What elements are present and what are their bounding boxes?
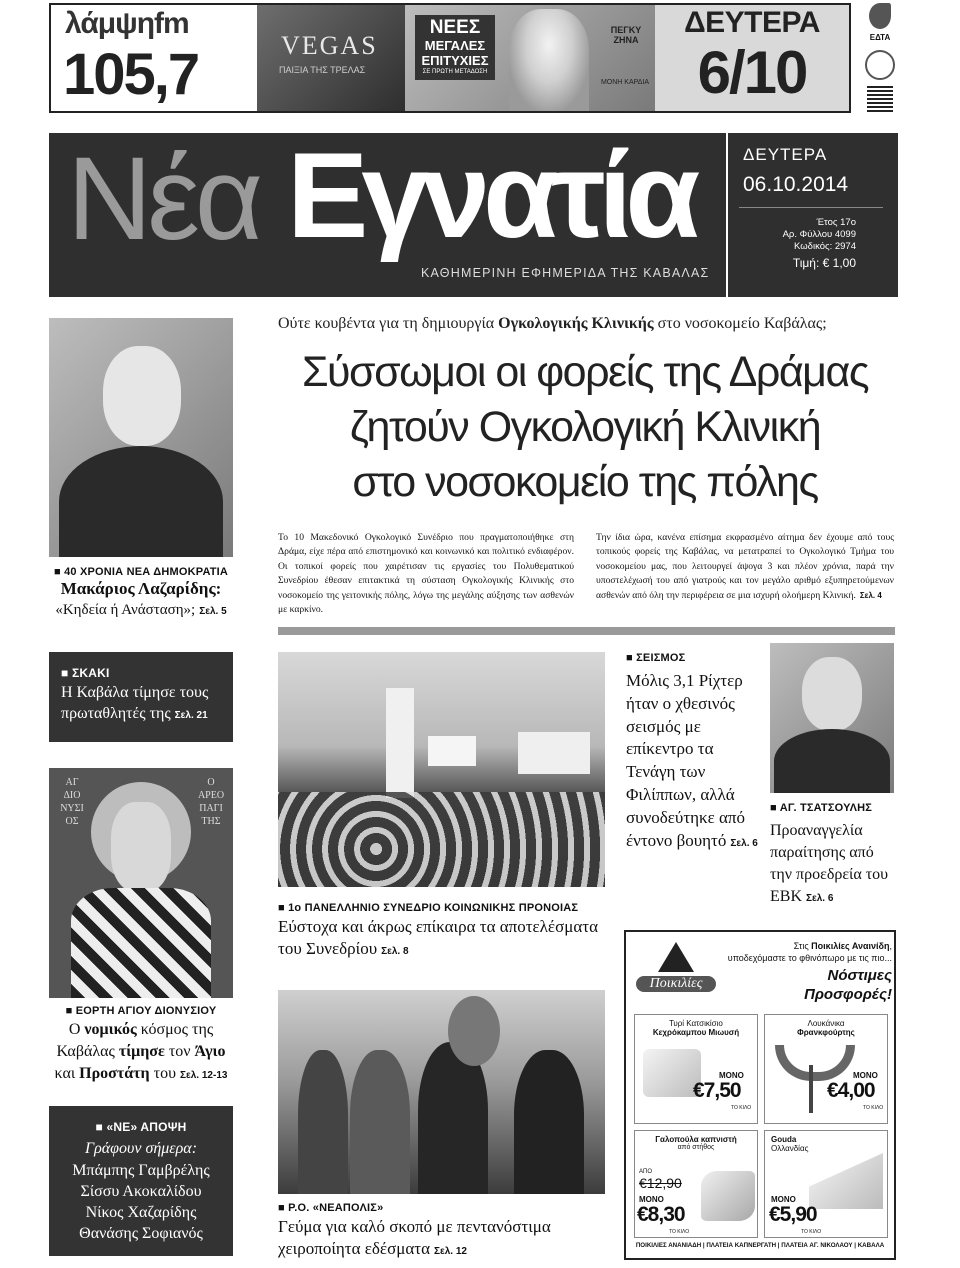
dio-t2: νομικός	[84, 1021, 137, 1038]
dionysios-page: Σελ. 12-13	[180, 1070, 228, 1081]
product-4-mono: ΜΟΝΟ	[771, 1195, 796, 1204]
lead-kicker	[278, 315, 908, 333]
dio-t9: του	[149, 1065, 176, 1082]
product-4-name: Gouda	[771, 1135, 797, 1144]
product-3-name: Γαλοπούλα καπνιστή	[655, 1135, 737, 1144]
promo-photo	[405, 5, 655, 111]
portrait-head	[103, 346, 181, 446]
person-5	[514, 1050, 584, 1194]
tsatsoulis-text: Προαναγγελία παραίτησης από την προεδρεία του ΕΒΚ	[770, 822, 889, 905]
tsatsoulis-page: Σελ. 6	[806, 893, 834, 904]
promo-sub: ΣΕ ΠΡΩΤΗ ΜΕΤΑΔΟΣΗ	[422, 69, 488, 75]
lead-page-ref: Σελ. 4	[859, 590, 882, 600]
lead-column-2-text: Την ίδια ώρα, κανένα επίσημα εκφρασμένο αίτημα δεν έχουμε από τους τοπικούς φορείς της Καβάλας, να μετατραπεί το Ογκολογικό Τμήμα του νοσοκομείου μας, που λειτουργεί άψογα 3 και πλέον χρόνια, παρά την υποστελέχωσή του από γιατρούς και τον μεγάλο αριθμό εξυπηρετούμενων ασθενών από όλη την περιφέρεια σε μια ισχυρή ολοήμερη Κλινική.	[596, 532, 894, 601]
tsatsoulis-text-wrap	[770, 820, 894, 910]
person-4	[448, 996, 500, 1066]
icon-text-left	[55, 776, 89, 828]
singer-silhouette	[509, 9, 589, 111]
product-1-price: €7,50	[693, 1079, 741, 1102]
masthead	[49, 127, 898, 297]
product-1-unit: ΤΟ ΚΙΛΟ	[731, 1105, 752, 1111]
masthead-title-bold: Εγνατία	[287, 127, 694, 263]
chess-text-wrap	[61, 682, 221, 726]
saint-face	[111, 802, 171, 892]
portrait-suit	[59, 446, 223, 557]
product-1-mono: ΜΟΝΟ	[719, 1071, 744, 1080]
masthead-day: ΔΕΥΤΕΡΑ	[743, 145, 828, 164]
product-1-name2: Κεχρόκαμπου Μιωυσή	[652, 1028, 740, 1037]
chess-box[interactable]	[49, 652, 233, 742]
ad-line-2: υποδεχόμαστε το φθινόπωρο με τις πιο...	[727, 953, 892, 963]
opinion-writer-2: Σίσσυ Ακοκαλίδου	[80, 1183, 202, 1200]
lazaridis-page: Σελ. 5	[199, 606, 227, 617]
masthead-date: 06.10.2014	[743, 173, 849, 196]
dionysios-story[interactable]	[49, 1005, 233, 1087]
tsatsoulis-kicker: ■ ΑΓ. ΤΣΑΤΣΟΥΛΗΣ	[770, 802, 894, 814]
ad-slogan-1: Νόστιμες	[827, 967, 892, 984]
deli-advertisement[interactable]	[624, 930, 896, 1260]
neapolis-photo[interactable]	[278, 990, 605, 1194]
projection-screen-2	[518, 732, 590, 774]
side-logo-label: ΕΔΤΑ	[869, 33, 891, 42]
top-banner[interactable]	[49, 3, 851, 113]
product-3-name2: από στήθος	[677, 1144, 715, 1151]
product-3-old-price: €12,90	[639, 1175, 682, 1191]
product-2-name2: Φρανκφούρτης	[797, 1028, 855, 1037]
lead-headline[interactable]	[260, 345, 910, 510]
opinion-writer-1: Μπάμπης Γαμβρέλης	[72, 1162, 210, 1179]
chairs-rows	[278, 792, 605, 887]
saint-icon-image[interactable]	[49, 768, 233, 998]
dio-t7: και	[54, 1065, 80, 1082]
bird-icon	[869, 3, 891, 29]
lazaridis-title: Μακάριος Λαζαρίδης:	[60, 579, 222, 598]
gouda-image	[809, 1153, 883, 1209]
dio-t1: Ο	[68, 1021, 85, 1038]
opinion-writer-3: Νίκος Χαζαρίδης	[85, 1204, 197, 1221]
ad-brand: Ποικιλίες	[636, 976, 716, 992]
issue-line: Αρ. Φύλλου 4099	[782, 229, 856, 240]
congress-text-wrap	[278, 916, 608, 963]
masthead-info	[729, 217, 856, 271]
promo-line-3: ΕΠΙΤΥΧΙΕΣ	[421, 53, 489, 68]
dionysios-text	[49, 1019, 233, 1087]
product-3-unit: ΤΟ ΚΙΛΟ	[669, 1229, 690, 1235]
neapolis-story[interactable]	[278, 1202, 608, 1263]
person-1	[298, 1050, 348, 1194]
masthead-rule	[739, 207, 883, 208]
barcode-icon	[867, 86, 893, 112]
icon-left-2: ΔΙΟ	[63, 790, 81, 801]
singer-name: ΠΕΓΚΥ ΖΗΝΑ	[610, 25, 642, 45]
saint-robe	[71, 888, 211, 998]
tsatsoulis-story[interactable]	[770, 802, 894, 910]
sausage-image	[775, 1045, 855, 1081]
turkey-image	[701, 1171, 755, 1221]
vegas-title: VEGAS	[281, 31, 378, 60]
tsatsoulis-photo[interactable]	[770, 643, 894, 793]
promo-tag	[415, 15, 495, 80]
ad-line1-pre: Στις	[793, 941, 812, 951]
product-card-4[interactable]	[764, 1130, 888, 1238]
icon-left-3: ΝΥΣΙ	[60, 803, 84, 814]
column-pillar	[386, 688, 414, 798]
ad-line-1	[722, 940, 892, 952]
dio-t8: Προστάτη	[79, 1065, 150, 1082]
lead-headline-line-2: ζητούν Ογκολογική Κλινική	[349, 403, 821, 451]
lead-kicker-pre: Ούτε κουβέντα για τη δημιουργία	[278, 315, 499, 332]
lazaridis-sub-wrap	[49, 600, 233, 622]
neapolis-page: Σελ. 12	[434, 1246, 467, 1257]
product-4-name2: Ολλανδίας	[771, 1144, 809, 1153]
projection-screen	[428, 736, 476, 766]
ad-logo	[636, 942, 716, 1002]
promo-line-1: ΝΕΕΣ	[429, 17, 481, 38]
product-3-mono: ΜΟΝΟ	[639, 1195, 664, 1204]
product-3-apo: ΑΠΟ	[639, 1169, 653, 1175]
opinion-writer-4: Θανάσης Σοφιανός	[79, 1225, 203, 1242]
banner-date: 6/10	[697, 39, 807, 106]
lead-column-1: Το 10 Μακεδονικό Ογκολογικό Συνέδριο που πραγματοποιήθηκε στη Δράμα, είχε πέρα από επιστημονικό και κοινωνικό και πολιτικό ενδιαφέρον. Οι τοπικοί φορείς που χαιρέτισαν τις εργασίες του Πολυθεματικού Συνεδρίου έθεσαν επιτακτικά τη σύσταση Ογκολογικής Κλινικής στο νοσοκομείο της γειτονικής πόλης, λόγω της μεγάλης αύξησης των ασθενών με καρκίνο.	[278, 532, 574, 616]
ad-footer: ΠΟΙΚΙΛΙΕΣ ΑΝΑΝΙΑΔΗ | ΠΛΑΤΕΙΑ ΚΑΠΝΕΡΓΑΤΗ | ΠΛΑΤΕΙΑ ΑΓ. ΝΙΚΟΛΑΟΥ | ΚΑΒΑΛΑ	[635, 1242, 885, 1249]
chess-kicker: ■ ΣΚΑΚΙ	[61, 666, 221, 680]
person-2	[350, 1050, 410, 1194]
quake-story[interactable]	[626, 652, 761, 855]
product-card-3[interactable]	[634, 1130, 758, 1238]
product-4-price: €5,90	[769, 1203, 817, 1226]
product-card-2[interactable]	[764, 1014, 888, 1124]
lead-headline-line-3: στο νοσοκομείο της πόλης	[352, 458, 818, 506]
quake-page: Σελ. 6	[730, 837, 758, 849]
chess-text: Η Καβάλα τίμησε τους πρωταθλητές της	[61, 684, 209, 722]
lead-headline-line-1: Σύσσωμοι οι φορείς της Δράμας	[301, 348, 869, 396]
banner-date-box	[655, 5, 849, 111]
icon-right-1: Ο	[207, 777, 215, 788]
product-4-unit: ΤΟ ΚΙΛΟ	[801, 1229, 822, 1235]
vegas-photo	[257, 5, 405, 111]
masthead-tagline: ΚΑΘΗΜΕΡΙΝΗ ΕΦΗΜΕΡΙΔΑ ΤΗΣ ΚΑΒΑΛΑΣ	[421, 266, 710, 280]
radio-frequency: 105,7	[63, 42, 199, 107]
lead-rule	[278, 627, 895, 635]
ad-line1-bold: Ποικιλίες Αναινίδη	[811, 941, 890, 951]
product-2-name: Λουκάνικα	[807, 1019, 845, 1028]
product-2-price: €4,00	[827, 1079, 875, 1102]
icon-left-4: ΟΣ	[65, 816, 79, 827]
fork-icon	[809, 1065, 813, 1113]
ad-line1-post: ,	[889, 941, 892, 951]
neapolis-text-wrap	[278, 1216, 608, 1263]
ad-slogan-2: Προσφορές!	[804, 986, 892, 1003]
product-2-mono: ΜΟΝΟ	[853, 1071, 878, 1080]
dio-t6: Άγιο	[194, 1043, 226, 1060]
lead-column-2	[596, 531, 894, 603]
opinion-kicker: ■ «ΝΕ» ΑΠΟΨΗ	[57, 1120, 225, 1134]
lazaridis-kicker: ■ 40 ΧΡΟΝΙΑ ΝΕΑ ΔΗΜΟΚΡΑΤΙΑ	[49, 566, 233, 578]
tsatsoulis-head	[802, 657, 862, 731]
congress-story[interactable]	[278, 902, 608, 963]
album-name: ΜΟΝΗ ΚΑΡΔΙΑ	[600, 79, 650, 86]
neapolis-kicker: ■ Ρ.Ο. «ΝΕΑΠΟΛΙΣ»	[278, 1202, 608, 1214]
vegas-subtitle: ΠΑΙΞΙΑ ΤΗΣ ΤΡΕΛΑΣ	[279, 65, 366, 75]
dio-t4: τίμησε	[118, 1043, 165, 1060]
icon-right-4: ΤΗΣ	[201, 816, 221, 827]
product-3-price: €8,30	[637, 1203, 685, 1226]
radio-logo-box	[51, 5, 257, 111]
icon-left-1: ΑΓ	[65, 777, 79, 788]
product-1-name: Τυρί Κατσικίσιο	[669, 1019, 723, 1028]
opinion-intro: Γράφουν σήμερα:	[84, 1140, 198, 1157]
brand-triangle-icon	[658, 942, 694, 972]
product-card-1[interactable]	[634, 1014, 758, 1124]
congress-page: Σελ. 8	[381, 946, 409, 957]
icon-right-3: ΠΑΓΙ	[199, 803, 223, 814]
lazaridis-story[interactable]	[49, 566, 233, 622]
banner-day: ΔΕΥΤΕΡΑ	[684, 6, 820, 39]
congress-photo[interactable]	[278, 652, 605, 887]
ad-intro	[722, 940, 892, 1004]
price-line: Τιμή: € 1,00	[792, 256, 856, 270]
lead-kicker-bold: Ογκολογικής Κλινικής	[498, 315, 654, 332]
masthead-divider	[726, 133, 728, 297]
icon-text-right	[193, 776, 229, 828]
icon-right-2: ΑΡΕΟ	[197, 790, 225, 801]
radio-station-name: λάμψηfm	[65, 7, 189, 40]
lazaridis-sub: «Κηδεία ή Ανάσταση»;	[55, 602, 196, 618]
lazaridis-photo[interactable]	[49, 318, 233, 557]
neapolis-text: Γεύμα για καλό σκοπό με πεντανόστιμα χειροποίητα εδέσματα	[278, 1217, 551, 1258]
dio-t3: κόσμος της Καβάλας	[56, 1021, 214, 1060]
side-logo-strip	[862, 3, 898, 113]
congress-kicker: ■ 1ο ΠΑΝΕΛΛΗΝΙΟ ΣΥΝΕΔΡΙΟ ΚΟΙΝΩΝΙΚΗΣ ΠΡΟΝΟΙΑΣ	[278, 902, 608, 914]
quake-text-wrap	[626, 670, 761, 855]
opinion-box[interactable]	[49, 1106, 233, 1256]
dionysios-kicker: ■ ΕΟΡΤΗ ΑΓΙΟΥ ΔΙΟΝΥΣΙΟΥ	[49, 1005, 233, 1017]
congress-text: Εύστοχα και άκρως επίκαιρα τα αποτελέσματα του Συνεδρίου	[278, 917, 598, 958]
dio-t5: τον	[164, 1043, 195, 1060]
promo-line-2: ΜΕΓΑΛΕΣ	[424, 38, 486, 53]
quake-text: Μόλις 3,1 Ρίχτερ ήταν ο χθεσινός σεισμός με επίκεντρο τα Τενάγη των Φιλίππων, αλλά συνοδεύτηκε από έντονο βουητό	[626, 671, 745, 850]
code-line: Κωδικός: 2974	[794, 241, 856, 252]
seal-icon	[865, 50, 895, 80]
masthead-title-light: Νέα	[67, 133, 259, 265]
chess-page: Σελ. 21	[174, 710, 208, 721]
quake-kicker: ■ ΣΕΙΣΜΟΣ	[626, 652, 761, 664]
tsatsoulis-suit	[774, 729, 890, 793]
product-2-unit: ΤΟ ΚΙΛΟ	[863, 1105, 884, 1111]
year-line: Έτος 17ο	[816, 217, 856, 228]
lead-kicker-post: στο νοσοκομείο Καβάλας;	[653, 315, 827, 332]
